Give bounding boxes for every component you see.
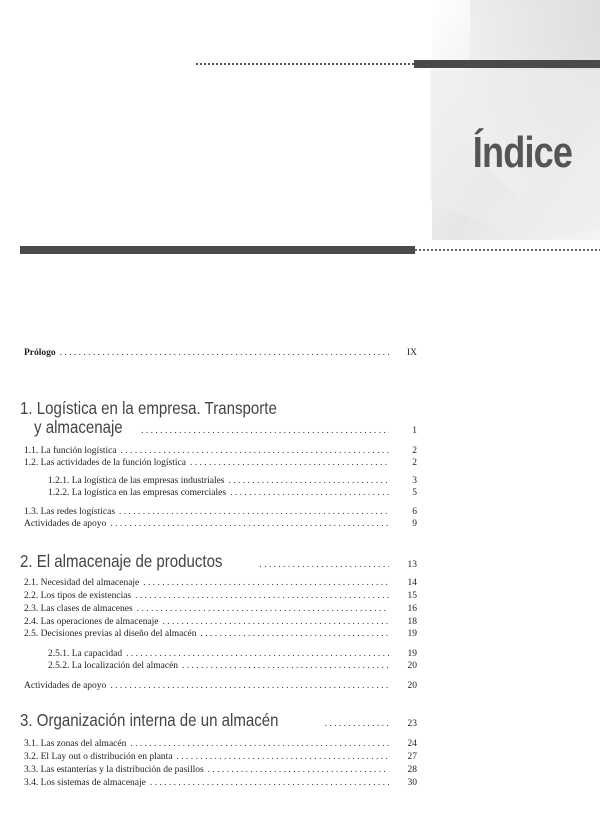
toc-entry-1-3[interactable] <box>24 507 417 517</box>
toc-entry-page: 30 <box>407 778 417 788</box>
leader-dots <box>60 348 389 358</box>
toc-chapter-3[interactable] <box>20 711 417 734</box>
toc-entry-page: 19 <box>407 629 417 639</box>
toc-entry-1-activities[interactable] <box>24 519 417 529</box>
toc-entry-2-1[interactable] <box>24 578 417 588</box>
toc-entry-label: Actividades de apoyo <box>24 519 107 529</box>
leader-dots <box>182 661 389 671</box>
toc-chapter-1[interactable] <box>20 399 417 441</box>
toc-entry-page: 18 <box>407 617 417 627</box>
chapter-title: 2. El almacenaje de productos <box>20 551 223 571</box>
toc-entry-page: 6 <box>412 507 417 517</box>
toc-entry-label: 2.5. Decisiones previas al diseño del almacén <box>24 629 197 639</box>
toc-entry-3-4[interactable] <box>24 778 417 788</box>
chapter-title: 1. Logística en la empresa. Transporte <box>20 398 277 418</box>
leader-dots <box>141 422 389 441</box>
toc-entry-3-1[interactable] <box>24 739 417 749</box>
toc-entry-page: 2 <box>412 446 417 456</box>
toc-entry-page: 24 <box>407 739 417 749</box>
toc-entry-label: 3.4. Los sistemas de almacenaje <box>24 778 146 788</box>
toc-entry-page: 2 <box>412 458 417 468</box>
toc-entry-label: Prólogo <box>24 348 56 358</box>
toc-entry-1-2-1[interactable] <box>48 476 417 486</box>
toc-entry-label: 1.2.2. La logística en las empresas comerciales <box>48 488 227 498</box>
toc-entry-label: 1.3. Las redes logísticas <box>24 507 116 517</box>
toc-entry-page: 13 <box>407 560 417 570</box>
leader-dots <box>130 739 389 749</box>
leader-dots <box>177 752 389 762</box>
toc-entry-2-5-1[interactable] <box>48 649 417 659</box>
toc-entry-2-5[interactable] <box>24 629 417 639</box>
toc-entry-page: 20 <box>407 681 417 691</box>
toc-entry-page: 27 <box>407 752 417 762</box>
toc-entry-page: 28 <box>407 765 417 775</box>
toc-entry-label: 2.5.2. La localización del almacén <box>48 661 179 671</box>
leader-dots <box>121 446 389 456</box>
toc-entry-page: 1 <box>412 426 417 436</box>
leader-dots <box>150 778 389 788</box>
toc-entry-page: 16 <box>407 604 417 614</box>
leader-dots <box>325 715 389 734</box>
leader-dots <box>137 604 389 614</box>
toc-entry-label: 2.1. Necesidad del almacenaje <box>24 578 140 588</box>
chapter-title: 3. Organización interna de un almacén <box>20 710 279 730</box>
chapter-title-continued: y almacenaje <box>34 417 123 437</box>
toc-entry-label: 2.5.1. La capacidad <box>48 649 123 659</box>
toc-entry-page: 23 <box>407 719 417 729</box>
leader-dots <box>163 617 389 627</box>
toc-entry-label: 1.2.1. La logística de las empresas industriales <box>48 476 225 486</box>
leader-dots <box>201 629 389 639</box>
toc-entry-label: 1.2. Las actividades de la función logística <box>24 458 186 468</box>
toc-entry-label: 1.1. La función logística <box>24 446 117 456</box>
toc-entry-page: 5 <box>412 488 417 498</box>
toc-chapter-2[interactable] <box>20 552 417 575</box>
leader-dots <box>119 507 389 517</box>
toc-entry-label: 3.3. Las estanterías y la distribución de pasillos <box>24 765 204 775</box>
toc-entry-label: 2.2. Los tipos de existencias <box>24 591 132 601</box>
toc-entry-label: 2.4. Las operaciones de almacenaje <box>24 617 159 627</box>
toc-entry-1-2[interactable] <box>24 458 417 468</box>
toc-entry-page: 19 <box>407 649 417 659</box>
leader-dots <box>110 519 389 529</box>
toc-entry-3-2[interactable] <box>24 752 417 762</box>
leader-dots <box>190 458 389 468</box>
leader-dots <box>208 765 389 775</box>
leader-dots <box>135 591 389 601</box>
toc-entry-1-1[interactable] <box>24 446 417 456</box>
leader-dots <box>126 649 389 659</box>
toc-entry-page: 14 <box>407 578 417 588</box>
toc-entry-2-3[interactable] <box>24 604 417 614</box>
toc-entry-prologo[interactable] <box>24 348 417 358</box>
toc-entry-page: IX <box>406 348 417 358</box>
leader-dots <box>229 476 390 486</box>
toc-entry-2-4[interactable] <box>24 617 417 627</box>
toc-entry-label: 3.1. Las zonas del almacén <box>24 739 127 749</box>
page-title: Índice <box>472 128 572 177</box>
toc-entry-2-2[interactable] <box>24 591 417 601</box>
toc-entry-page: 3 <box>412 476 417 486</box>
toc-entry-label: Actividades de apoyo <box>24 681 107 691</box>
toc-entry-page: 20 <box>407 661 417 671</box>
toc-entry-3-3[interactable] <box>24 765 417 775</box>
leader-dots <box>259 556 389 575</box>
toc-entry-2-activities[interactable] <box>24 681 417 691</box>
toc-entry-page: 9 <box>412 519 417 529</box>
toc-entry-2-5-2[interactable] <box>48 661 417 671</box>
toc-entry-1-2-2[interactable] <box>48 488 417 498</box>
leader-dots <box>230 488 389 498</box>
leader-dots <box>143 578 389 588</box>
toc-entry-page: 15 <box>407 591 417 601</box>
leader-dots <box>110 681 389 691</box>
toc-entry-label: 3.2. El Lay out o distribución en planta <box>24 752 173 762</box>
toc-entry-label: 2.3. Las clases de almacenes <box>24 604 133 614</box>
